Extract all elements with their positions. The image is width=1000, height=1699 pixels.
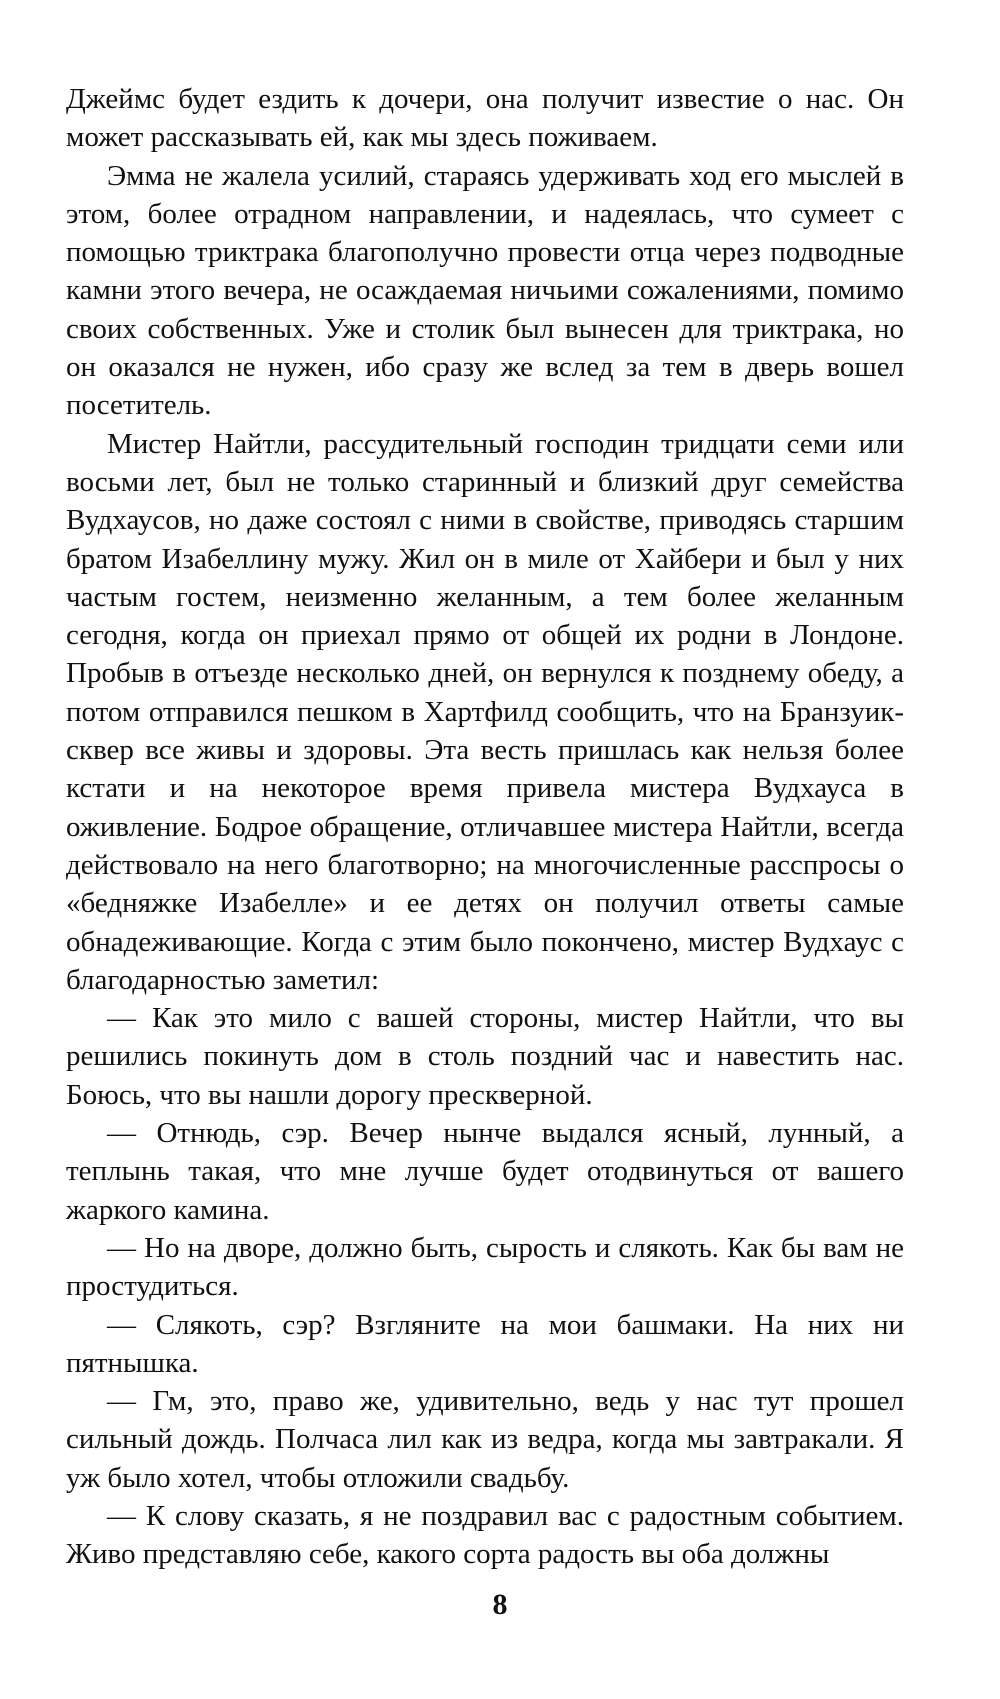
- dialogue-1: — Как это мило с вашей стороны, мистер Найтли, что вы решились покинуть дом в столь поздний час и навестить нас. Боюсь, что вы нашли дорогу прескверной.: [66, 1002, 904, 1111]
- dialogue-2: — Отнюдь, сэр. Вечер нынче выдался ясный, лунный, а теплынь такая, что мне лучше будет отодвинуться от вашего жаркого камина.: [66, 1117, 904, 1226]
- dialogue-5: — Гм, это, право же, удивительно, ведь у нас тут прошел сильный дождь. Полчаса лил как из ведра, когда мы завтракали. Я уж было хотел, чтобы отложили свадьбу.: [66, 1385, 904, 1494]
- dialogue-6: — К слову сказать, я не поздравил вас с радостным событием. Живо представляю себе, какого сорта радость вы оба должны: [66, 1499, 904, 1571]
- page-number: 8: [492, 1588, 508, 1621]
- paragraph-3: Мистер Найтли, рассудительный господин тридцати семи или восьми лет, был не только старинный и близкий друг семейства Вудхаусов, но даже состоял с ними в свойстве, приводясь старшим братом Изабеллину мужу. Жил он в миле от Хайбери и был у них частым гостем, неизменно желанным, а тем более желанным сегодня, когда он приехал прямо от общей их родни в Лондоне. Пробыв в отъезде несколько дней, он вернулся к позднему обеду, а потом отправился пешком в Хартфилд сообщить, что на Бранзуик-сквер все живы и здоровы. Эта весть пришлась как нельзя более кстати и на некоторое время привела мистера Вудхауса в оживление. Бодрое обращение, отличавшее мистера Найтли, всегда действовало на него благотворно; на многочисленные расспросы о «бедняжке Изабелле» и ее детях он получил ответы самые обнадеживающие. Когда с этим было покончено, мистер Вудхаус с благодарностью заметил:: [66, 427, 904, 996]
- dialogue-3: — Но на дворе, должно быть, сырость и слякоть. Как бы вам не простудиться.: [66, 1231, 904, 1303]
- dialogue-4: — Слякоть, сэр? Взгляните на мои башмаки. На них ни пятнышка.: [66, 1308, 904, 1379]
- paragraph-2: Эмма не жалела усилий, стараясь удерживать ход его мыслей в этом, более отрадном направлении, и надеялась, что сумеет с помощью триктрака благополучно провести отца через подводные камни этого вечера, не осаждаемая ничьими сожалениями, помимо своих собственных. Уже и столик был вынесен для триктрака, но он оказался не нужен, ибо сразу же вслед за тем в дверь вошел посетитель.: [66, 159, 904, 422]
- paragraph-1: Джеймс будет ездить к дочери, она получит известие о нас. Он может рассказывать ей, как мы здесь поживаем.: [66, 83, 904, 154]
- body-text: [66, 80, 904, 1574]
